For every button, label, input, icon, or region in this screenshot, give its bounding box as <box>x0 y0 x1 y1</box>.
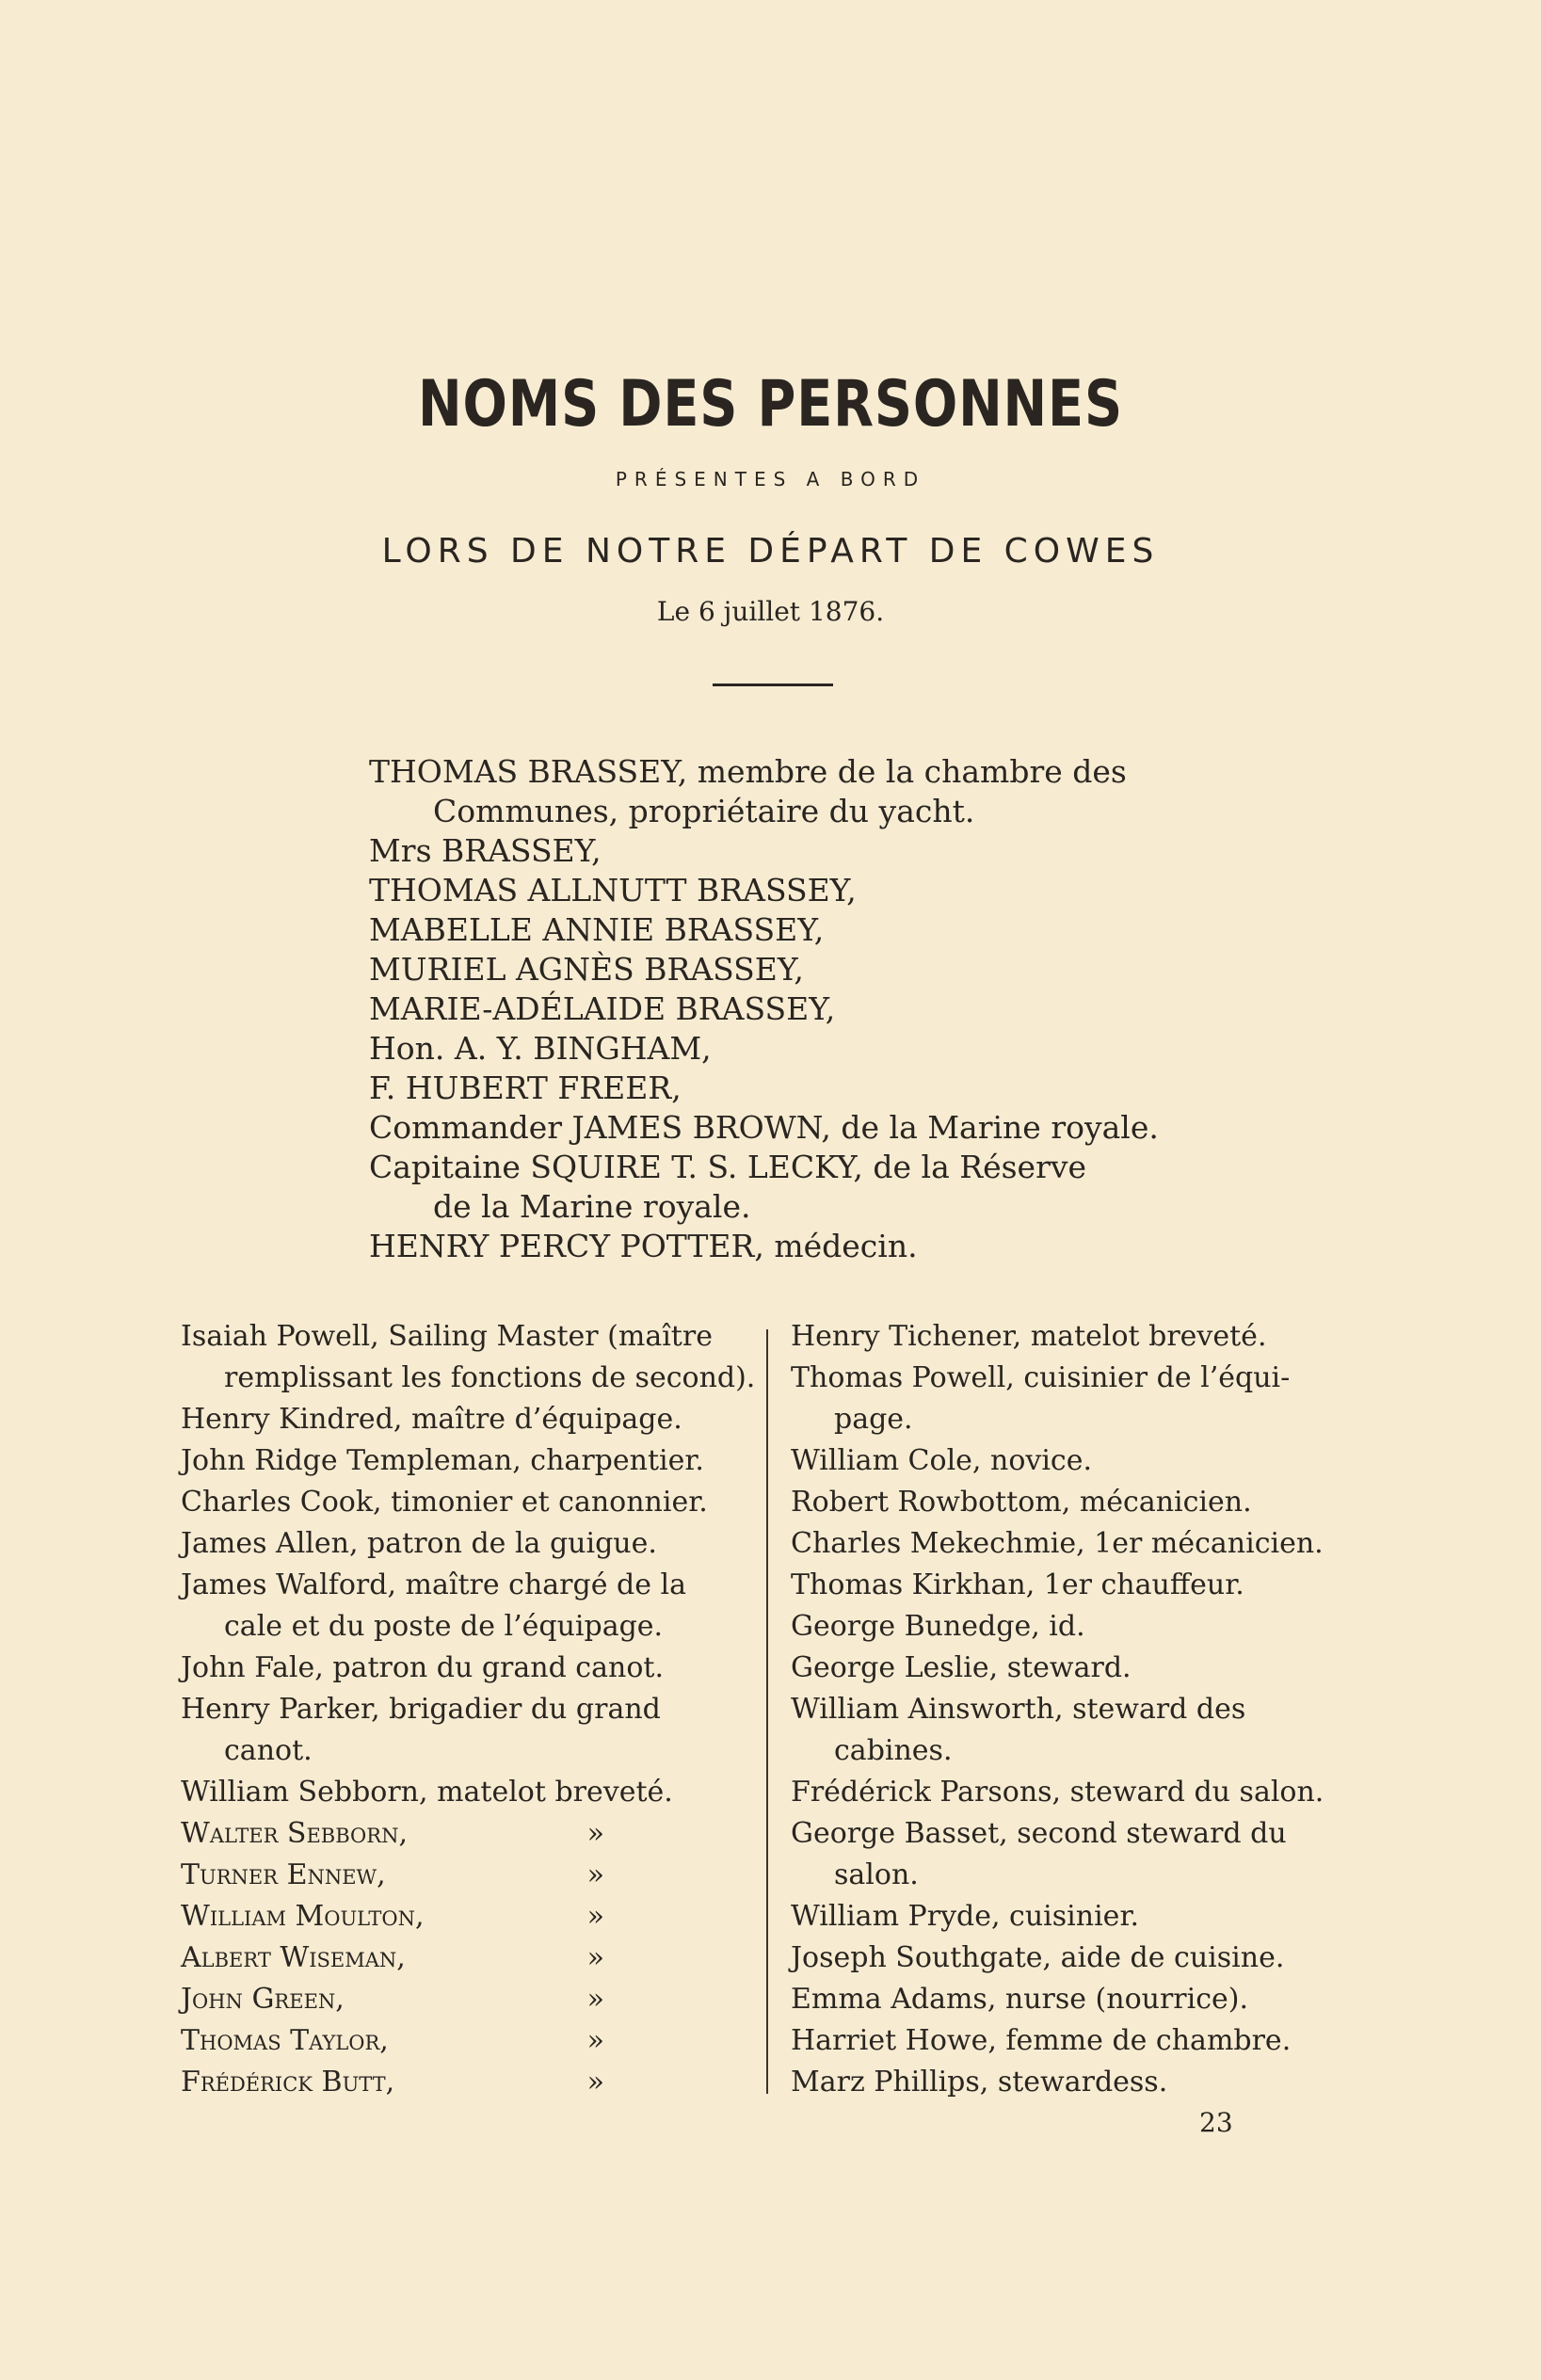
ditto-mark: » <box>586 1900 604 1933</box>
crew-line: Joseph Southgate, aide de cuisine. <box>791 1941 1285 1974</box>
party-line: de la Marine royale. <box>433 1188 751 1225</box>
crew-line: Thomas Kirkhan, 1er chauffeur. <box>791 1568 1244 1601</box>
crew-line: William Sebborn, matelot breveté. <box>181 1776 673 1809</box>
crew-line: canot. <box>224 1734 313 1767</box>
crew-line: James Walford, maître chargé de la <box>181 1568 686 1601</box>
crew-line: Charles Cook, timonier et canonnier. <box>181 1486 708 1519</box>
crew-line: George Basset, second steward du <box>791 1817 1287 1850</box>
ditto-row <box>181 2024 604 2066</box>
page-number: 23 <box>1199 2107 1233 2138</box>
divider-rule <box>713 683 833 686</box>
crew-line: Henry Kindred, maître d’équipage. <box>181 1403 682 1436</box>
ditto-row <box>181 2066 604 2107</box>
crew-name: Frédérick Butt, <box>181 2066 395 2099</box>
crew-line: James Allen, patron de la guigue. <box>181 1527 657 1560</box>
party-line: Capitaine SQUIRE T. S. LECKY, de la Réserve <box>369 1149 1087 1185</box>
ditto-row <box>181 1900 604 1941</box>
crew-left-column <box>181 1320 756 2107</box>
crew-line: Charles Mekechmie, 1er mécanicien. <box>791 1527 1324 1560</box>
crew-line: Robert Rowbottom, mécanicien. <box>791 1486 1252 1519</box>
party-line: HENRY PERCY POTTER, médecin. <box>369 1228 918 1264</box>
crew-line: John Fale, patron du grand canot. <box>181 1651 664 1684</box>
ditto-row <box>181 1983 604 2024</box>
crew-line: Henry Parker, brigadier du grand <box>181 1693 661 1726</box>
crew-line: Thomas Powell, cuisinier de l’équi- <box>791 1361 1291 1394</box>
crew-line: Marz Phillips, stewardess. <box>791 2066 1168 2099</box>
party-line: Hon. A. Y. BINGHAM, <box>369 1030 712 1067</box>
party-line: MABELLE ANNIE BRASSEY, <box>369 911 825 948</box>
crew-line: George Bunedge, id. <box>791 1610 1085 1643</box>
page-title: NOMS DES PERSONNES <box>418 367 1123 442</box>
party-line: MARIE-ADÉLAIDE BRASSEY, <box>369 990 836 1027</box>
crew-line: Emma Adams, nurse (nourrice). <box>791 1983 1249 2016</box>
crew-line: William Pryde, cuisinier. <box>791 1900 1140 1933</box>
crew-name: William Moulton, <box>181 1900 425 1933</box>
crew-line: Harriet Howe, femme de chambre. <box>791 2024 1292 2057</box>
party-line: Mrs BRASSEY, <box>369 832 602 869</box>
date-line: Le 6 juillet 1876. <box>656 596 885 627</box>
column-divider <box>766 1329 768 2094</box>
crew-line: remplissant les fonctions de second). <box>224 1361 756 1394</box>
crew-line: William Cole, novice. <box>791 1444 1093 1477</box>
party-line: THOMAS ALLNUTT BRASSEY, <box>369 872 857 909</box>
page-subtitle: PRÉSENTES A BORD <box>615 468 926 490</box>
party-line: F. HUBERT FREER, <box>369 1069 682 1106</box>
crew-right-column <box>791 1320 1356 2107</box>
ditto-row <box>181 1941 604 1983</box>
party-line: THOMAS BRASSEY, membre de la chambre des <box>369 753 1127 790</box>
party-line: Commander JAMES BROWN, de la Marine royale. <box>369 1109 1159 1146</box>
crew-line: page. <box>834 1403 913 1436</box>
ditto-mark: » <box>586 2024 604 2057</box>
crew-line: Henry Tichener, matelot breveté. <box>791 1320 1267 1353</box>
ditto-mark: » <box>586 1983 604 2016</box>
crew-line: Isaiah Powell, Sailing Master (maître <box>181 1320 713 1353</box>
party-line: Communes, propriétaire du yacht. <box>433 793 975 829</box>
crew-line: Frédérick Parsons, steward du salon. <box>791 1776 1324 1809</box>
owners-party-list <box>369 753 1179 1267</box>
crew-line: George Leslie, steward. <box>791 1651 1132 1684</box>
crew-name: Thomas Taylor, <box>181 2024 389 2057</box>
crew-line: John Ridge Templeman, charpentier. <box>181 1444 704 1477</box>
crew-name: John Green, <box>181 1983 345 2016</box>
party-line: MURIEL AGNÈS BRASSEY, <box>369 951 804 988</box>
crew-name: Walter Sebborn, <box>181 1817 408 1850</box>
crew-line: salon. <box>834 1858 919 1891</box>
ditto-mark: » <box>586 2066 604 2099</box>
crew-line: cale et du poste de l’équipage. <box>224 1610 664 1643</box>
ditto-mark: » <box>586 1817 604 1850</box>
ditto-mark: » <box>586 1941 604 1974</box>
ditto-mark: » <box>586 1858 604 1891</box>
section-heading: LORS DE NOTRE DÉPART DE COWES <box>381 532 1160 571</box>
crew-line: cabines. <box>834 1734 953 1767</box>
crew-line: William Ainsworth, steward des <box>791 1693 1246 1726</box>
ditto-row <box>181 1817 604 1858</box>
ditto-row <box>181 1858 604 1900</box>
crew-name: Turner Ennew, <box>181 1858 386 1891</box>
crew-name: Albert Wiseman, <box>181 1941 406 1974</box>
